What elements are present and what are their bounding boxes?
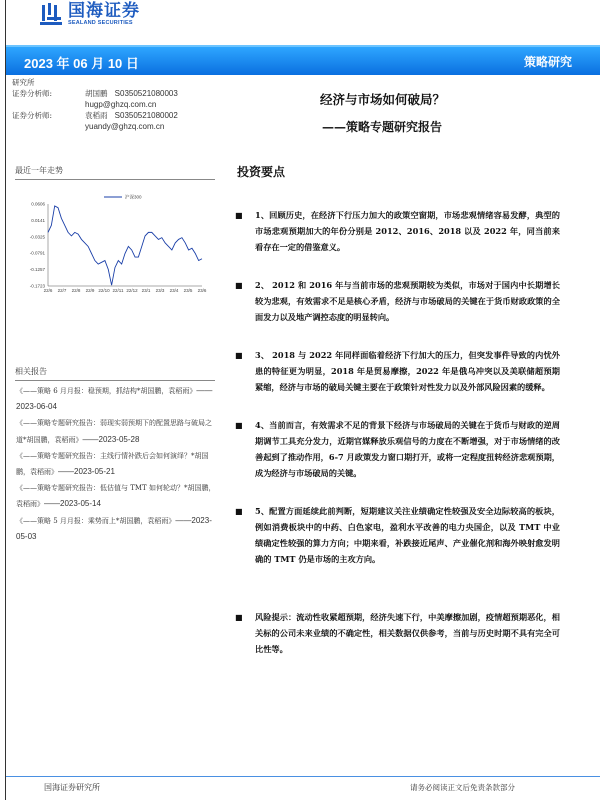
analyst-label: 证券分析师:	[12, 111, 53, 120]
x-tick-label: 23/6	[197, 288, 207, 293]
related-report-item[interactable]	[16, 383, 216, 415]
related-report-date: ——2023-05-28	[82, 434, 140, 444]
y-tick-label: -0.1723	[29, 283, 45, 289]
bullet-icon: ■	[235, 420, 243, 430]
key-point	[235, 207, 595, 255]
section-heading: 投资要点	[237, 165, 286, 179]
related-report-title: 《——策略专题研究报告：弱现实弱预期下的配置思路与破局之道*胡国鹏，袁稻雨》	[16, 419, 212, 444]
bullet-icon: ■	[235, 280, 243, 290]
related-report-title: 《——策略 5 月月报：乘势而上*胡国鹏，袁稻雨》	[16, 516, 176, 525]
analyst-email[interactable]: hugp@ghzq.com.cn	[85, 100, 157, 109]
x-tick-label: 23/3	[155, 288, 165, 293]
related-report-item[interactable]	[16, 513, 216, 545]
y-tick-label: -0.0791	[29, 250, 45, 256]
analyst-name: 袁稻雨	[85, 111, 108, 120]
x-tick-label: 23/1	[141, 288, 151, 293]
report-date: 2023 年 06 月 10 日	[24, 56, 139, 71]
related-report-date: ——2023-05-14	[44, 499, 101, 509]
x-tick-label: 22/12	[126, 288, 138, 293]
related-report-item[interactable]	[16, 448, 216, 480]
report-title: 经济与市场如何破局？	[320, 92, 446, 107]
key-points	[235, 207, 595, 657]
series-line-hs300	[48, 206, 202, 285]
x-tick-label: 23/5	[183, 288, 193, 293]
key-point-text: 3、 2018 与 2022 年同样面临着经济下行加大的压力，但突发事件导致的内忧外患的特征更为明显，2018 年是贸易摩擦，2022 年是俄乌冲突以及美联储超预期紧缩，经济与市场的破局关键主要在于政策针对性发力以及外部风险因素的缓释。	[255, 350, 560, 392]
x-tick-label: 22/8	[71, 288, 81, 293]
related-report-date: ——2023-05-21	[58, 467, 115, 477]
analyst-id: S0350521080003	[114, 89, 178, 98]
key-point-text: 风险提示：流动性收紧超预期，经济失速下行，中美摩擦加剧，疫情超预期恶化，相关标的公司未来业绩的不确定性，相关数据仅供参考，当前与历史时期不具有完全可比性等。	[255, 612, 560, 654]
x-tick-label: 22/11	[112, 288, 124, 293]
brand-name-cn: 国海证券	[68, 1, 140, 21]
key-point	[235, 277, 595, 325]
brand-name-en: SEALAND SECURITIES	[68, 20, 133, 26]
key-point	[235, 347, 595, 395]
related-report-date: ——2023-06-04	[16, 386, 213, 412]
report-category: 策略研究	[523, 55, 572, 69]
bullet-icon: ■	[235, 612, 243, 622]
analyst-name: 胡国鹏	[85, 89, 108, 98]
y-tick-label: 0.0141	[31, 217, 45, 223]
brand-logo	[40, 2, 140, 26]
y-tick-label: 0.0606	[31, 201, 45, 207]
y-tick-label: -0.0325	[29, 234, 45, 240]
key-point-text: 1、回顾历史，在经济下行压力加大的政策空窗期，市场悲观情绪容易发酵，典型的市场悲观预期加大的年份分别是 2012、2016、2018 以及 2022 年，同当前来看存在一定的借鉴意义。	[255, 210, 560, 252]
key-point-text: 2、 2012 和 2016 年与当前市场的悲观预期较为类似，市场对于国内中长期增长较为悲观，有效需求不足是核心矛盾，经济与市场破局的关键在于货币财政政策的全面发力以及地产调控态度的明显转向。	[255, 280, 560, 322]
footer-disclaimer: 请务必阅读正文后免责条款部分	[410, 783, 515, 792]
x-tick-label: 22/9	[85, 288, 95, 293]
institute: 研究所	[12, 78, 35, 87]
footer-divider	[6, 776, 600, 777]
bullet-icon: ■	[235, 506, 243, 516]
x-tick-label: 22/7	[57, 288, 67, 293]
analyst-id: S0350521080002	[114, 111, 178, 120]
header-band	[6, 45, 600, 75]
bullet-icon: ■	[235, 210, 243, 220]
trend-heading: 最近一年走势	[15, 165, 215, 180]
x-tick-label: 22/6	[43, 288, 53, 293]
related-heading: 相关报告	[15, 366, 215, 381]
legend-label: 沪深300	[125, 194, 142, 200]
logo-mark-icon	[40, 3, 62, 25]
related-report-date: ——2023-05-03	[16, 515, 212, 541]
x-tick-label: 22/10	[98, 288, 110, 293]
footer-institute: 国海证券研究所	[44, 783, 100, 792]
related-report-title: 《——策略 6 月月报：稳预期，抓结构*胡国鹏，袁稻雨》	[16, 387, 197, 395]
key-point	[235, 609, 595, 657]
related-report-title: 《——策略专题研究报告：低估值与 TMT 如何轮动？*胡国鹏，袁稻雨》	[16, 484, 216, 509]
y-tick-label: -0.1257	[29, 267, 45, 273]
trend-chart	[12, 188, 217, 300]
analyst-label: 证券分析师:	[12, 89, 53, 98]
page-border	[5, 0, 6, 800]
related-report-title: 《——策略专题研究报告：主线行情补跌后会如何演绎？*胡国鹏，袁稻雨》	[16, 451, 209, 477]
key-point-text: 5、配置方面延续此前判断，短期建议关注业绩确定性较强及安全边际较高的板块，例如消费板块中的中药、白色家电，盈利水平改善的电力央国企，以及 TMT 中业绩确定性较强的算力方向；中期来看，补跌接近尾声、产业催化剂和海外映射愈发明确的 TMT 仍是市场的主攻方向。	[255, 506, 560, 564]
related-report-item[interactable]	[16, 415, 216, 447]
related-report-item[interactable]	[16, 480, 216, 512]
key-point-text: 4、当前而言，有效需求不足的背景下经济与市场破局的关键在于货币与财政的逆周期调节工具充分发力，近期官媒释放乐观信号的力度在不断增强，对于市场情绪的改善起到了推动作用，6-7 月政策发力窗口期打开，或将一定程度扭转经济悲观预期，成为经济与市场破局的关键。	[255, 420, 560, 478]
bullet-icon: ■	[235, 350, 243, 360]
analyst-info	[12, 77, 178, 132]
x-tick-label: 23/4	[169, 288, 179, 293]
related-reports	[16, 383, 216, 545]
report-subtitle: ——策略专题研究报告	[322, 120, 443, 134]
key-point	[235, 503, 595, 567]
key-point	[235, 417, 595, 481]
analyst-email[interactable]: yuandy@ghzq.com.cn	[85, 122, 165, 131]
